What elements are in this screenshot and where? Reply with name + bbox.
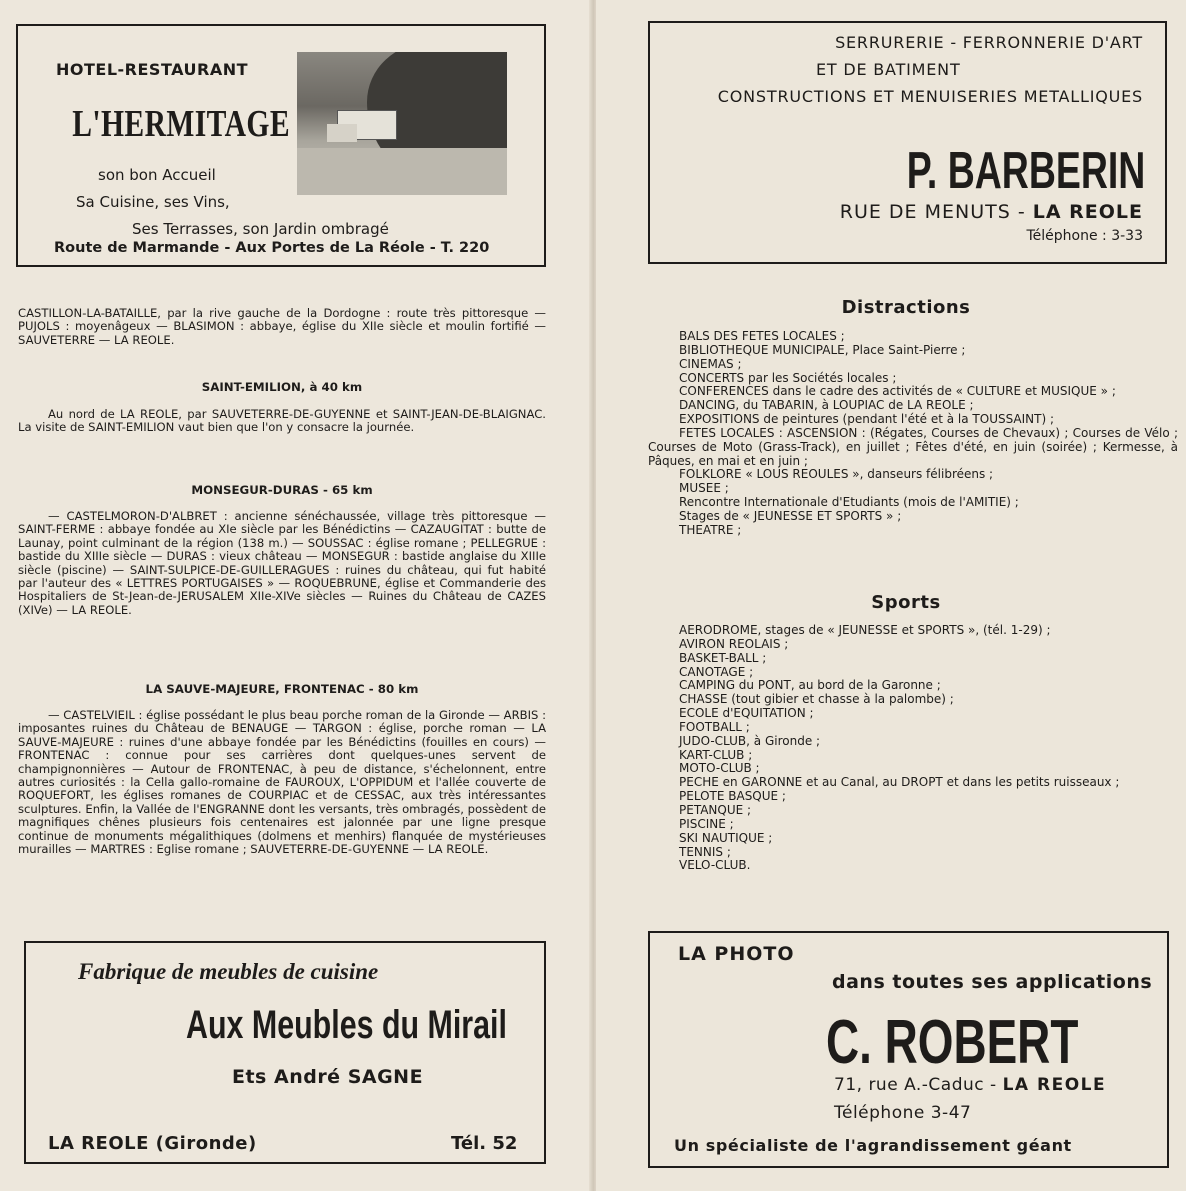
hermitage-address: Route de Marmande - Aux Portes de La Réole - T. 220 [54, 240, 490, 256]
list-item: CONCERTS par les Sociétés locales ; [679, 370, 897, 385]
list-item: DANCING, du TABARIN, à LOUPIAC de LA REOLE ; [679, 398, 974, 413]
mirail-name: Aux Meubles du Mirail [186, 1003, 507, 1047]
distractions-title: Distractions [841, 297, 971, 318]
list-item: MUSEE ; [679, 481, 729, 496]
list-item: CINEMAS ; [679, 356, 742, 371]
list-item: FOOTBALL ; [679, 719, 750, 734]
list-item: KART-CLUB ; [679, 747, 753, 762]
sports-title: Sports [871, 592, 941, 613]
list-item: MOTO-CLUB ; [679, 761, 760, 776]
hermitage-line-accueil: son bon Accueil [98, 166, 216, 184]
list-item: BALS DES FETES LOCALES ; [679, 329, 845, 343]
barberin-address [840, 201, 1143, 223]
robert-advertisement [648, 931, 1169, 1168]
barberin-advertisement [648, 21, 1167, 264]
hermitage-advertisement [16, 24, 546, 267]
list-item: ECOLE d'EQUITATION ; [679, 706, 814, 721]
mirail-owner: Ets André SAGNE [232, 1066, 424, 1088]
list-item: PELOTE BASQUE ; [679, 789, 786, 804]
section-heading-sauve-majeure: LA SAUVE-MAJEURE, FRONTENAC - 80 km [145, 682, 419, 696]
hermitage-kicker: HOTEL-RESTAURANT [56, 60, 249, 79]
list-item: TENNIS ; [679, 844, 731, 859]
list-item: Stages de « JEUNESSE ET SPORTS » ; [679, 508, 902, 523]
mirail-advertisement [24, 941, 546, 1164]
hermitage-line-terrasses: Ses Terrasses, son Jardin ombragé [132, 220, 389, 238]
list-item: CHASSE (tout gibier et chasse à la palombe) ; [679, 692, 954, 707]
list-item: BIBLIOTHEQUE MUNICIPALE, Place Saint-Pierre ; [679, 342, 966, 357]
barberin-street: RUE DE MENUTS - [839, 201, 1033, 223]
hermitage-name: L'HERMITAGE [72, 103, 291, 145]
list-item: EXPOSITIONS de peintures (pendant l'été et à la TOUSSAINT) ; [679, 412, 1055, 427]
robert-telephone: Téléphone 3-47 [834, 1103, 972, 1123]
hermitage-line-cuisine: Sa Cuisine, ses Vins, [76, 193, 230, 211]
list-item: VELO-CLUB. [679, 858, 751, 873]
mirail-city: LA REOLE (Gironde) [48, 1133, 257, 1154]
list-item: PECHE en GARONNE et au Canal, au DROPT et dans les petits ruisseaux ; [679, 775, 1120, 790]
list-item: CANOTAGE ; [679, 664, 754, 679]
barberin-line-serrurerie: SERRURERIE - FERRONNERIE D'ART [835, 33, 1143, 52]
list-item: JUDO-CLUB, à Gironde ; [679, 733, 821, 748]
distractions-list [648, 330, 1178, 538]
section-text-sauve-majeure: — CASTELVIEIL : église possédant le plus beau porche roman de la Gironde — ARBIS : imposantes ruines du Château de BENAUGE — TARGON : église, porche roman — LA SAUVE-MAJEURE : ruines d'une abbaye fondée par les Bénédictins (fouilles en cours) — FRONTENAC : connue pour ses carrières dont quelques-unes servent de champignonnières — Autour de FRONTENAC, à peu de distance, s'échelonnent, entre autres curiosités : la Cella gallo-romaine de FAUROUX, L'OPPIDUM et l'allée couverte de ROQUEFORT, les églises romanes de COURPIAC et de CESSAC, aux très intéressantes sculptures. Enfin, la Vallée de l'ENGRANNE dont les versants, très ombragés, possèdent de magnifiques chênes plusieurs fois centenaires est jalonnée par une ligne presque continue de monuments mégalithiques (dolmens et menhirs) flanquée de mystérieuses murailles — MARTRES : Eglise romane ; SAUVETERRE-DE-GUYENNE — LA REOLE. [18, 708, 546, 857]
section-text-monsegur-duras: — CASTELMORON-D'ALBRET : ancienne sénéchaussée, village très pittoresque — SAINT-FERME : abbaye fondée au XIe siècle par les Bénédictins — CAZAUGITAT : butte de Launay, point culminant de la région (138 m.) — SOUSSAC : église romane ; PELLEGRUE : bastide du XIIIe siècle — DURAS : vieux château — MONSEGUR : bastide anglaise du XIIIe siècle (piscine) — SAINT-SULPICE-DE-GUILLERAGUES : ruines du château, qui fut habité par l'auteur des « LETTRES PORTUGAISES » — ROQUEBRUNE, église et Commanderie des Hospitaliers de St-Jean-de-JERUSALEM XIIe-XIVe siècles — Ruines du Château de CAZES (XIVe) — LA REOLE. [18, 509, 546, 617]
intro-paragraph: CASTILLON-LA-BATAILLE, par la rive gauche de la Dordogne : route très pittoresque — PUJOLS : moyenâgeux — BLASIMON : abbaye, église du XIIe siècle et moulin fortifié — SAUVETERRE — LA REOLE. [18, 306, 546, 347]
robert-applications: dans toutes ses applications [832, 971, 1153, 993]
mirail-telephone: Tél. 52 [451, 1133, 518, 1154]
list-item: AVIRON REOLAIS ; [679, 636, 789, 651]
list-item: PETANQUE ; [679, 802, 752, 817]
robert-name: C. ROBERT [826, 1008, 1079, 1077]
list-item: PISCINE ; [679, 816, 734, 831]
list-item: FETES LOCALES : ASCENSION : (Régates, Courses de Chevaux) ; Courses de Vélo ; Courses de Moto (Grass-Track), en juillet ; Fêtes d'été, en juin (soirée) ; Kermesse, à Pâques, en mai et en juin ; [648, 425, 1178, 468]
robert-specialty: Un spécialiste de l'agrandissement géant [674, 1136, 1072, 1155]
list-item: THEATRE ; [679, 522, 742, 537]
robert-street: 71, rue A.-Caduc - [834, 1075, 1003, 1095]
robert-town: LA REOLE [1002, 1075, 1107, 1095]
mirail-tagline: Fabrique de meubles de cuisine [78, 959, 379, 984]
list-item: BASKET-BALL ; [679, 650, 767, 665]
list-item: CAMPING du PONT, au bord de la Garonne ; [679, 678, 941, 693]
list-item: CONFERENCES dans le cadre des activités de « CULTURE et MUSIQUE » ; [679, 384, 1116, 399]
robert-address [834, 1075, 1106, 1095]
right-page [596, 0, 1186, 1191]
barberin-line-batiment: ET DE BATIMENT [816, 60, 961, 79]
list-item: SKI NAUTIQUE ; [679, 830, 773, 845]
list-item: Rencontre Internationale d'Etudiants (mois de l'AMITIE) ; [679, 495, 1019, 510]
hotel-photo [297, 52, 507, 195]
section-heading-monsegur-duras: MONSEGUR-DURAS - 65 km [191, 483, 373, 497]
section-heading-saint-emilion: SAINT-EMILION, à 40 km [201, 380, 363, 394]
barberin-town: LA REOLE [1032, 201, 1143, 223]
barberin-line-constructions: CONSTRUCTIONS ET MENUISERIES METALLIQUES [717, 87, 1143, 106]
barberin-telephone: Téléphone : 3-33 [1026, 228, 1143, 244]
sports-list [648, 624, 1178, 873]
barberin-name: P. BARBERIN [906, 142, 1145, 200]
list-item: FOLKLORE « LOUS REOULES », danseurs félibréens ; [679, 467, 994, 482]
list-item: AERODROME, stages de « JEUNESSE et SPORTS », (tél. 1-29) ; [679, 623, 1051, 637]
section-text-saint-emilion: Au nord de LA REOLE, par SAUVETERRE-DE-GUYENNE et SAINT-JEAN-DE-BLAIGNAC. La visite de SAINT-EMILION vaut bien que l'on y consacre la journée. [18, 407, 546, 435]
robert-la-photo: LA PHOTO [678, 943, 795, 965]
